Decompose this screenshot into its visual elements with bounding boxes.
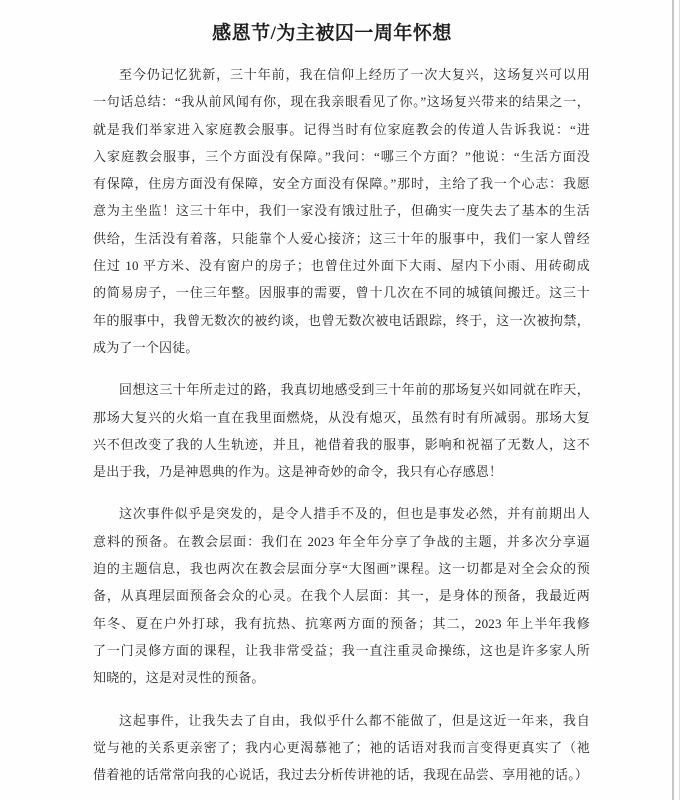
text-line: 是出于我，乃是神恩典的作为。这是神奇妙的命令，我只有心存感恩！ <box>93 464 503 480</box>
text-line: 借着祂的话常常向我的心说话，我过去分析传讲祂的话，我现在品尝、享用祂的话。） <box>93 767 589 783</box>
text-line: 觉与祂的关系更亲密了；我内心更渴慕祂了；祂的话语对我而言变得更真实了（祂 <box>93 739 590 755</box>
scan-edge-line <box>672 0 674 800</box>
text-line: 供给，生活没有着落，只能靠个人爱心接济；这三十年的服事中，我们一家人曾经 <box>93 230 590 246</box>
text-line: 这起事件，让我失去了自由，我似乎什么都不能做了，但是这近一年来，我自 <box>119 712 590 728</box>
text-line: 年的服事中，我曾无数次的被约谈，也曾无数次被电话跟踪，终于，这一次被拘禁， <box>93 312 590 328</box>
text-line: 迫的主题信息，我也两次在教会层面分享“大图画”课程。这一切都是对全会众的预 <box>93 561 590 577</box>
text-line: 就是我们举家进入家庭教会服事。记得当时有位家庭教会的传道人告诉我说：“进 <box>93 121 590 137</box>
text-line: 一句话总结：“我从前风闻有你，现在我亲眼看见了你。”这场复兴带来的结果之一， <box>93 94 590 110</box>
paragraph <box>93 707 590 789</box>
text-line: 知晓的，这是对灵性的预备。 <box>93 670 265 686</box>
document-body <box>93 61 590 788</box>
text-line: 备，从真理层面预备会众的心灵。在我个人层面：其一，是身体的预备，我最近两 <box>93 588 590 604</box>
paragraph <box>93 61 590 361</box>
text-line: 这次事件似乎是突发的，是令人措手不及的，但也是事发必然，并有前期出人 <box>119 506 590 522</box>
text-line: 成为了一个囚徒。 <box>93 339 199 355</box>
text-line: 那场大复兴的火焰一直在我里面燃烧，从没有熄灭，虽然有时有所减弱。那场大复 <box>93 409 590 425</box>
text-line: 住过 10 平方米、没有窗户的房子；也曾住过外面下大雨、屋内下小雨、用砖砌成 <box>93 258 590 274</box>
text-line: 意料的预备。在教会层面：我们在 2023 年全年分享了争战的主题，并多次分享逼 <box>93 533 590 549</box>
text-line: 入家庭教会服事，三个方面没有保障。”我问：“哪三个方面？”他说：“生活方面没 <box>93 148 590 164</box>
text-line: 有保障，住房方面没有保障，安全方面没有保障。”那时，主给了我一个心志：我愿 <box>93 176 590 192</box>
paragraph <box>93 376 590 485</box>
document-title: 感恩节/为主被囚一周年怀想 <box>212 23 452 44</box>
text-line: 兴不但改变了我的人生轨迹，并且，祂借着我的服事，影响和祝福了无数人，这不 <box>93 436 590 452</box>
text-line: 回想这三十年所走过的路，我真切地感受到三十年前的那场复兴如同就在昨天， <box>119 382 590 398</box>
paragraph <box>93 500 590 691</box>
text-line: 至今仍记忆犹新，三十年前，我在信仰上经历了一次大复兴，这场复兴可以用 <box>119 67 590 82</box>
text-line: 了一门灵修方面的课程，让我非常受益；我一直注重灵命操练，这也是许多家人所 <box>93 642 590 658</box>
text-line: 年冬、夏在户外打球，我有抗热、抗寒两方面的预备；其二，2023 年上半年我修 <box>93 615 590 631</box>
text-line: 意为主坐监！这三十年中，我们一家没有饿过肚子，但确实一度失去了基本的生活 <box>93 203 590 219</box>
text-line: 的简易房子，一住三年整。因服事的需要，曾十几次在不同的城镇间搬迁。这三十 <box>93 285 590 301</box>
